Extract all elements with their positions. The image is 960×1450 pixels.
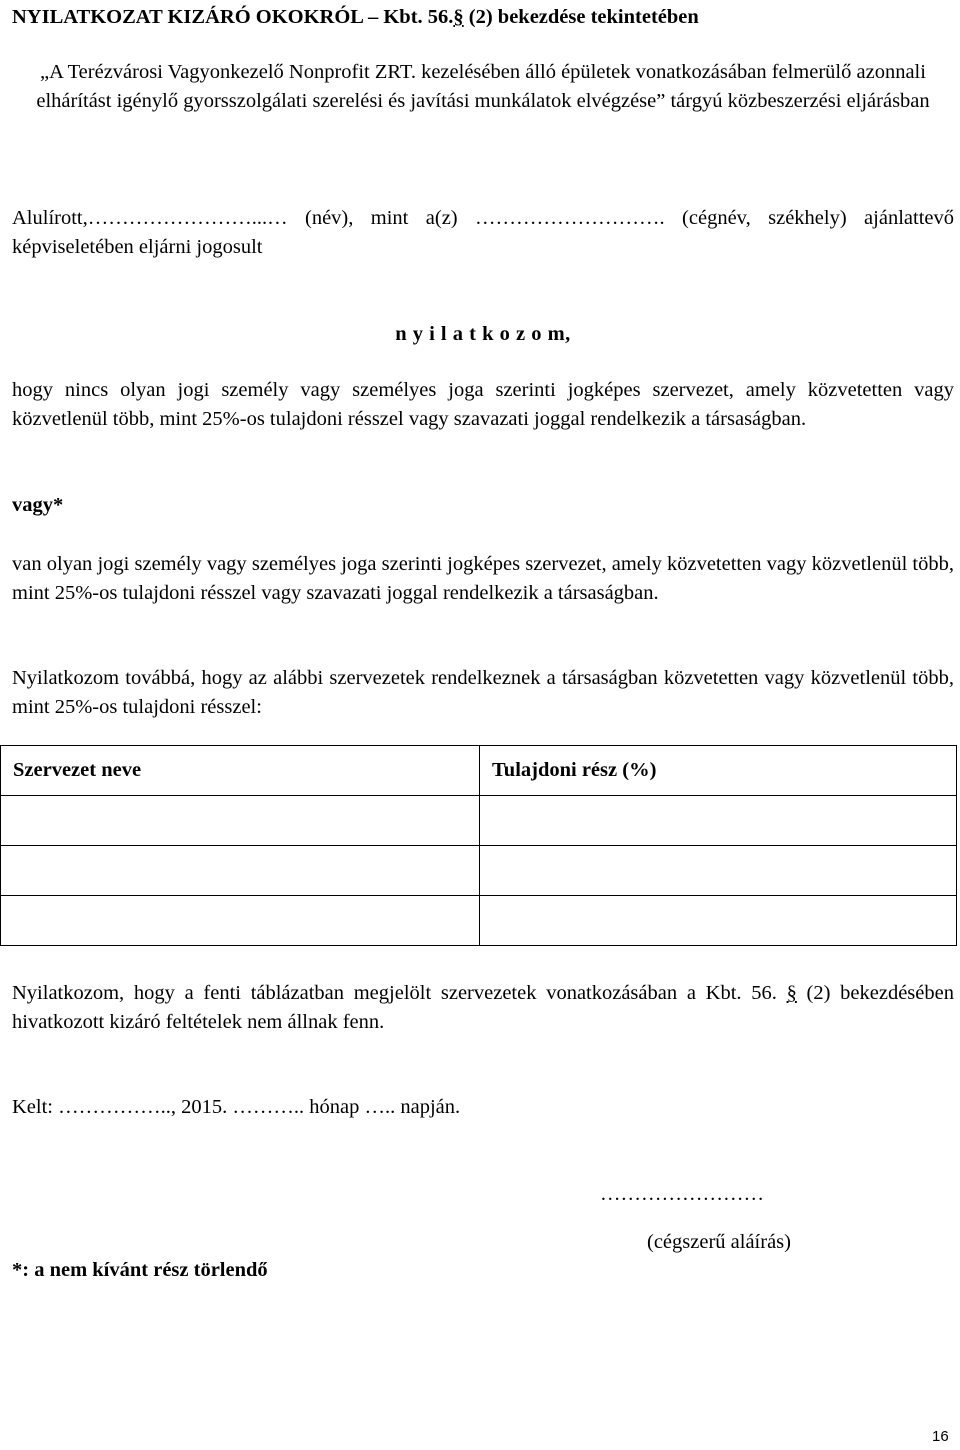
ownership-share-cell[interactable] bbox=[480, 796, 957, 846]
further-declaration: Nyilatkozom továbbá, hogy az alábbi szervezetek rendelkeznek a társaságban közvetetten vagy közvetlenül több, mint 25%-os tulajdoni résszel: bbox=[12, 667, 954, 718]
organization-name-cell[interactable] bbox=[1, 846, 480, 896]
header-ownership-share: Tulajdoni rész (%) bbox=[480, 746, 957, 796]
option-has-owner: van olyan jogi személy vagy személyes joga szerinti jogképes szervezet, amely közvetetten vagy közvetlenül több, mint 25%-os tulajdoni résszel vagy szavazati joggal rendelkezik a társaságban. bbox=[12, 553, 954, 604]
page-number: 16 bbox=[932, 1428, 949, 1445]
procurement-subject: „A Terézvárosi Vagyonkezelő Nonprofit ZRT. kezelésében álló épületek vonatkozásában felmerülő azonnali elhárítást igénylő gyorsszolgálati szerelési és javítási munkálatok elvégzése” tárgyú közbeszerzési eljárásban bbox=[36, 61, 930, 112]
table-row bbox=[1, 796, 957, 846]
section-sign: § bbox=[453, 6, 464, 28]
final-declaration-text-rest: (2) bekezdésében hivatkozott kizáró feltételek nem állnak fenn. bbox=[12, 982, 954, 1033]
ownership-table bbox=[0, 745, 957, 946]
organization-name-cell[interactable] bbox=[1, 896, 480, 946]
signatory-line: Alulírott,……………………...… (név), mint a(z) ………………………. (cégnév, székhely) ajánlattevő képviseletében eljárni jogosult bbox=[12, 207, 954, 258]
organization-name-cell[interactable] bbox=[1, 796, 480, 846]
signature-label: (cégszerű aláírás) bbox=[647, 1231, 791, 1253]
declare-heading: n y i l a t k o z o m, bbox=[395, 323, 571, 345]
table-row bbox=[1, 846, 957, 896]
section-sign: § bbox=[786, 982, 797, 1004]
table-row bbox=[1, 896, 957, 946]
signature-line: …………………… bbox=[600, 1183, 764, 1205]
footnote: *: a nem kívánt rész törlendő bbox=[12, 1259, 268, 1281]
date-line: Kelt: …………….., 2015. ……….. hónap ….. napján. bbox=[12, 1096, 461, 1118]
option-no-owner: hogy nincs olyan jogi személy vagy személyes joga szerinti jogképes szervezet, amely közvetetten vagy közvetlenül több, mint 25%-os tulajdoni résszel vagy szavazati joggal rendelkezik a társaságban. bbox=[12, 379, 954, 430]
final-declaration bbox=[12, 979, 954, 1037]
ownership-share-cell[interactable] bbox=[480, 896, 957, 946]
header-organization-name: Szervezet neve bbox=[1, 746, 480, 796]
page-title bbox=[12, 3, 954, 32]
title-text-rest: (2) bekezdése tekintetében bbox=[463, 6, 699, 28]
table-header-row bbox=[1, 746, 957, 796]
final-declaration-text: Nyilatkozom, hogy a fenti táblázatban megjelölt szervezetek vonatkozásában a Kbt. 56. bbox=[12, 982, 787, 1004]
or-label: vagy* bbox=[12, 494, 64, 516]
title-text: NYILATKOZAT KIZÁRÓ OKOKRÓL – Kbt. 56. bbox=[12, 6, 454, 28]
ownership-share-cell[interactable] bbox=[480, 846, 957, 896]
